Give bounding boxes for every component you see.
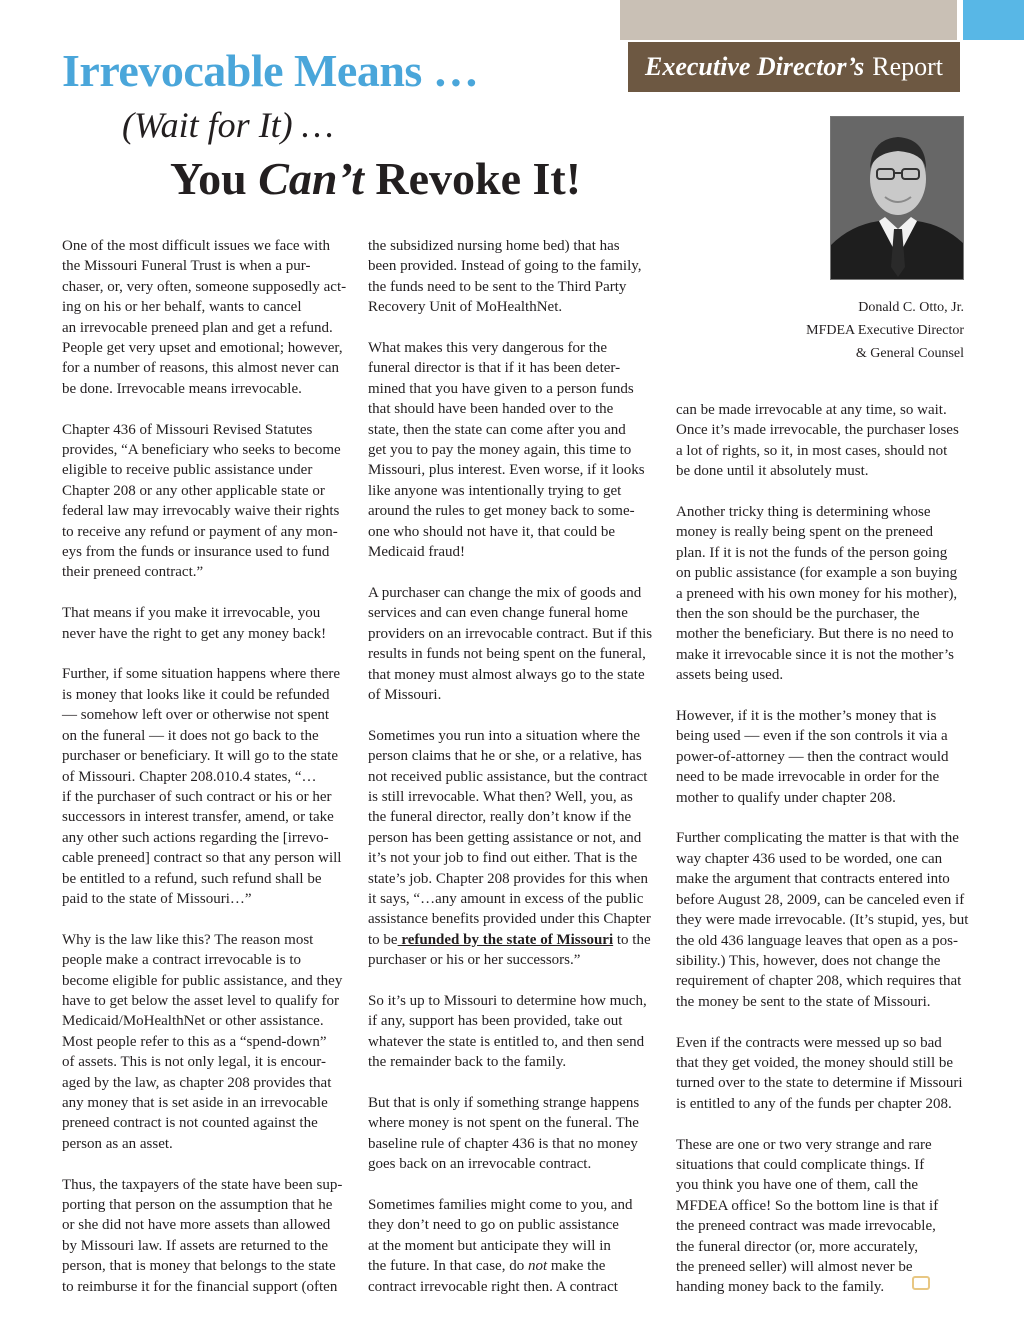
paragraph [368,726,660,971]
paragraph: But that is only if something strange happens where money is not spent on the funeral. The baseline rule of chapter 436 is that no money goes back on an irrevocable contract. [368,1094,640,1173]
paragraph: the subsidized nursing home bed) that has been provided. Instead of going to the family, the funds need to be sent to the Third Party Recovery Unit of MoHealthNet. [368,238,642,316]
underlined-quote: refunded by the state of Missouri [397,931,614,948]
end-of-article-icon [912,1276,930,1290]
banner-text: Report [872,52,944,81]
emphasis-not: not [527,1258,548,1275]
header-bar-blue [963,0,1024,40]
paragraph: can be made irrevocable at any time, so wait. Once it’s made irrevocable, the purchaser loses a lot of rights, so it, in most cases, should not be done until it absolutely must. [676,402,959,480]
paragraph: Further complicating the matter is that with the way chapter 436 used to be worded, one can make the argument that contracts entered into before August 28, 2009, can be canceled even if they were made irrevocable. (It’s stupid, yes, but the old 436 language leaves that open as a pos- sibility.) This, however, does not change the requirement of chapter 208, which requires that the money be sent to the state of Missouri. [676,830,969,1010]
paragraph [368,1195,660,1297]
paragraph: One of the most difficult issues we face with the Missouri Funeral Trust is when a pur- chaser, or, very often, someone supposedly act- ing on his or her behalf, wants to cancel an irrevocable preneed plan and get a refund. People get very upset and emotional; however, for a number of reasons, this almost never can be done. Irrevocable means irrevocable. [62,238,347,397]
paragraph: So it’s up to Missouri to determine how much, if any, support has been provided, take out whatever the state is entitled to, and then send the remainder back to the family. [368,992,647,1071]
paragraph-text: Sometimes you run into a situation where the person claims that he or she, or a relative, has not received public assistance, but the contract is still irrevocable. What then? Well, you, as the funeral director, really don’t know if the person has been getting assistance or not, and it’s not your job to find out either. That is the state’s job. Chapter 208 provides for this when it says, “…any amount in excess of the public assistance benefits provided under this Chapter to be [368,727,651,948]
paragraph-text: to the purchaser or his or her successors.” [368,931,651,969]
portrait-illustration [831,117,964,280]
paragraph: That means if you make it irrevocable, you never have the right to get any money back! [62,605,327,642]
paragraph: Chapter 436 of Missouri Revised Statutes provides, “A beneficiary who seeks to become eligible to receive public assistance under Chapter 208 or any other applicable state or federal law may irrevocably waive their rights to receive any refund or payment of any mon- eys from the funds or insurance used to fund their preneed contract.” [62,421,341,581]
banner-emphasis: Executive Director’s [644,52,865,81]
author-name: Donald C. Otto, Jr. [858,300,964,315]
paragraph: Even if the contracts were messed up so bad that they get voided, the money should still be turned over to the state to determine if Missouri is entitled to any of the funds per chapter 208. [676,1034,963,1112]
article-column-2 [368,236,660,1317]
header-bar-gray [620,0,957,40]
author-role-2: & General Counsel [855,346,964,361]
paragraph: Further, if some situation happens where there is money that looks like it could be refunded — somehow left over or otherwise not spent on the funeral — it does not go back to the purchaser or beneficiary. It will go to the state of Missouri. Chapter 208.010.4 states, “… if the purchaser of such contract or his or her successors in interest transfer, amend, or take any other such actions regarding the [irrevo- cable preneed] contract so that any person will be entitled to a refund, such refund shall be paid to the state of Missouri…” [62,666,342,907]
article-column-1 [62,236,352,1317]
paragraph: However, if it is the mother’s money that is being used — even if the son controls it via a power-of-attorney — then the contract would need to be made irrevocable in order for the mother to qualify under chapter 208. [676,708,949,806]
headline-you: You [170,153,259,204]
headline-cant: Can’t [258,153,364,204]
author-role: MFDEA Executive Director [806,323,964,338]
paragraph: Another tricky thing is determining whose money is really being spent on the preneed plan. If it is not the funds of the person going on public assistance (for example a son buying a preneed with his own money for his mother), then the son should be the purchaser, the mother the beneficiary. But there is no need to make it irrevocable since it is not the mother’s assets being used. [676,504,958,684]
author-portrait [830,116,964,280]
article-column-3 [676,400,976,1318]
headline-revoke: Revoke It! [363,153,582,204]
headline-line-1: Irrevocable Means … [62,45,479,96]
paragraph: Why is the law like this? The reason most people make a contract irrevocable is to become eligible for public assistance, and they have to get below the asset level to qualify for Medicaid/MoHealthNet or other assistance. Most people refer to this as a “spend-down” of assets. This is not only legal, it is encour- aged by the law, as chapter 208 provides that any money that is set aside in an irrevocable preneed contract is not counted against the person as an asset. [62,931,343,1152]
paragraph: These are one or two very strange and rare situations that could complicate things. If you think you have one of them, call the MFDEA office! So the bottom line is that if the preneed contract was made irrevocable, the funeral director (or, more accurately, the preneed seller) will almost never be handing money back to the family. [676,1136,939,1296]
header-color-bar [620,0,1024,40]
paragraph: What makes this very dangerous for the funeral director is that if it has been deter- mined that you have given to a person funds that should have been handed over to the state, then the state can come after you and get you to pay the money again, this time to Missouri, plus interest. Even worse, if it looks like anyone was intentionally trying to get around the rules to get money back to some- one who should not have it, that could be Medicaid fraud! [368,340,645,561]
headline-line-2: (Wait for It) … [122,105,334,145]
paragraph-text: make the contract irrevocable right then. A contract [368,1258,618,1295]
author-caption [720,296,964,365]
paragraph: Thus, the taxpayers of the state have been sup- porting that person on the assumption that he or she did not have more assets than allowed by Missouri law. If assets are returned to the person, that is money that belongs to the state to reimburse it for the financial support (often [62,1176,343,1295]
headline-line-3 [170,152,581,205]
paragraph-text: Sometimes families might come to you, and they don’t need to go on public assistance at the moment but anticipate they will in the future. In that case, do [368,1197,633,1275]
paragraph: A purchaser can change the mix of goods and services and can even change funeral home providers on an irrevocable contract. But if this results in funds not being spent on the funeral, that money must almost always go to the state of Missouri. [368,584,653,703]
section-banner [628,42,960,92]
